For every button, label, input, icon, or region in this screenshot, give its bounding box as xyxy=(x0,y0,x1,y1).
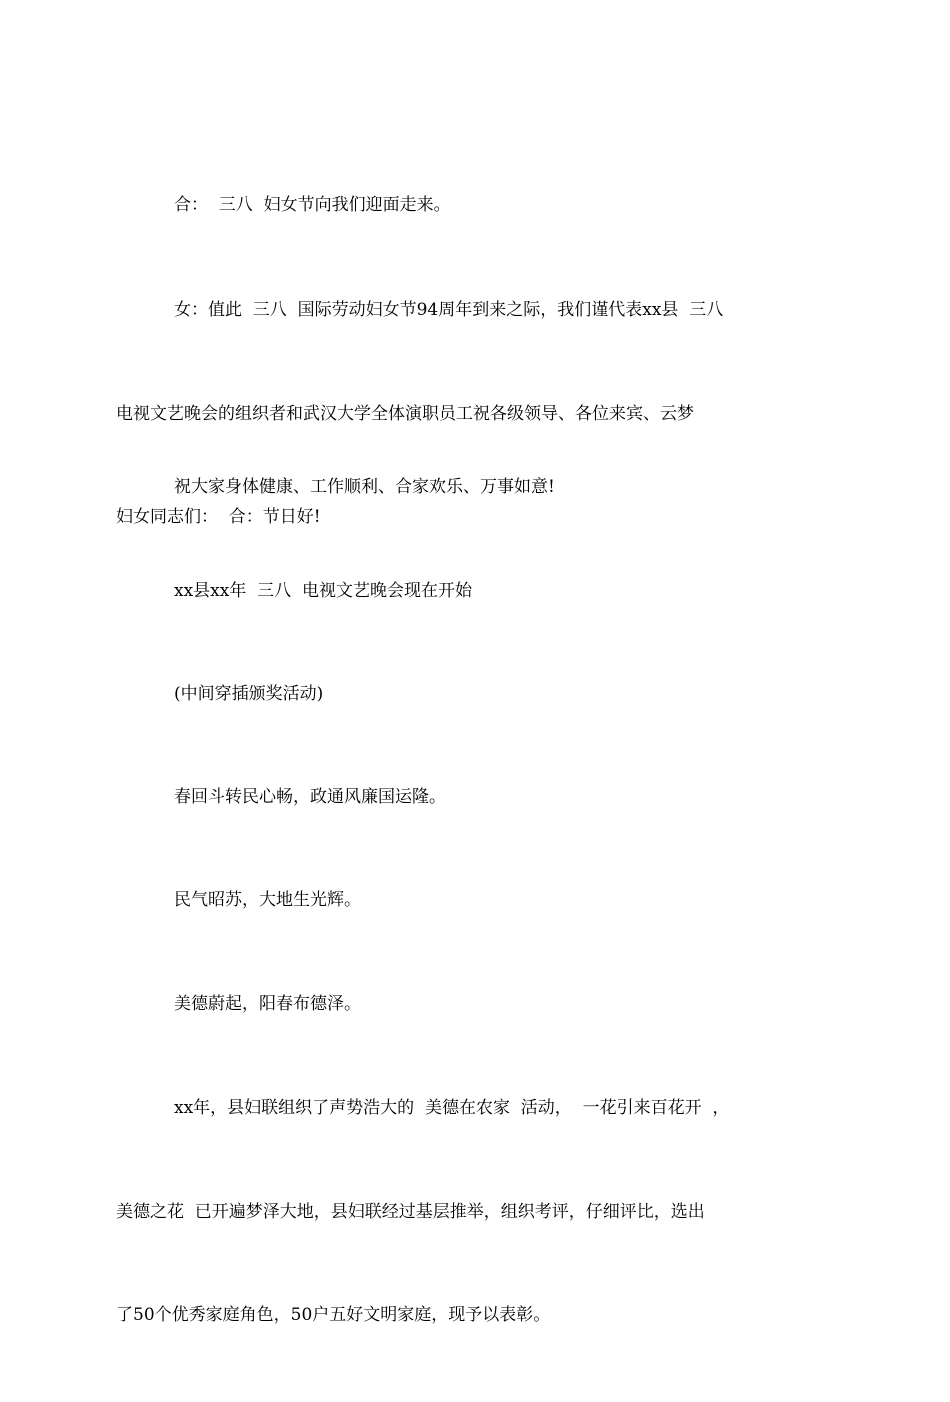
text-line: (中间穿插颁奖活动) xyxy=(174,684,324,704)
text-line: 女：值此 三八 国际劳动妇女节94周年到来之际，我们谨代表xx县 三八 xyxy=(174,300,724,320)
text-line: xx县xx年 三八 电视文艺晚会现在开始 xyxy=(174,581,472,601)
text-line: 电视文艺晚会的组织者和武汉大学全体演职员工祝各级领导、各位来宾、云梦 xyxy=(116,403,694,424)
text-line: 合： 三八 妇女节向我们迎面走来。 xyxy=(174,195,451,215)
text-line: 美德蔚起，阳春布德泽。 xyxy=(174,994,361,1014)
text-line: 祝大家身体健康、工作顺利、合家欢乐、万事如意! xyxy=(174,477,555,497)
text-line: 民气昭苏，大地生光辉。 xyxy=(174,890,361,910)
text-line: xx年，县妇联组织了声势浩大的 美德在农家 活动， 一花引来百花开 ， xyxy=(174,1098,730,1118)
text-line: 春回斗转民心畅，政通风廉国运隆。 xyxy=(174,787,446,807)
text-line: 妇女同志们： 合：节日好! xyxy=(116,507,321,527)
text-line: 美德之花 已开遍梦泽大地，县妇联经过基层推举，组织考评，仔细评比，选出 xyxy=(116,1201,705,1222)
text-line: 了50个优秀家庭角色，50户五好文明家庭，现予以表彰。 xyxy=(116,1305,551,1325)
paragraph-commendation xyxy=(116,1022,810,1402)
